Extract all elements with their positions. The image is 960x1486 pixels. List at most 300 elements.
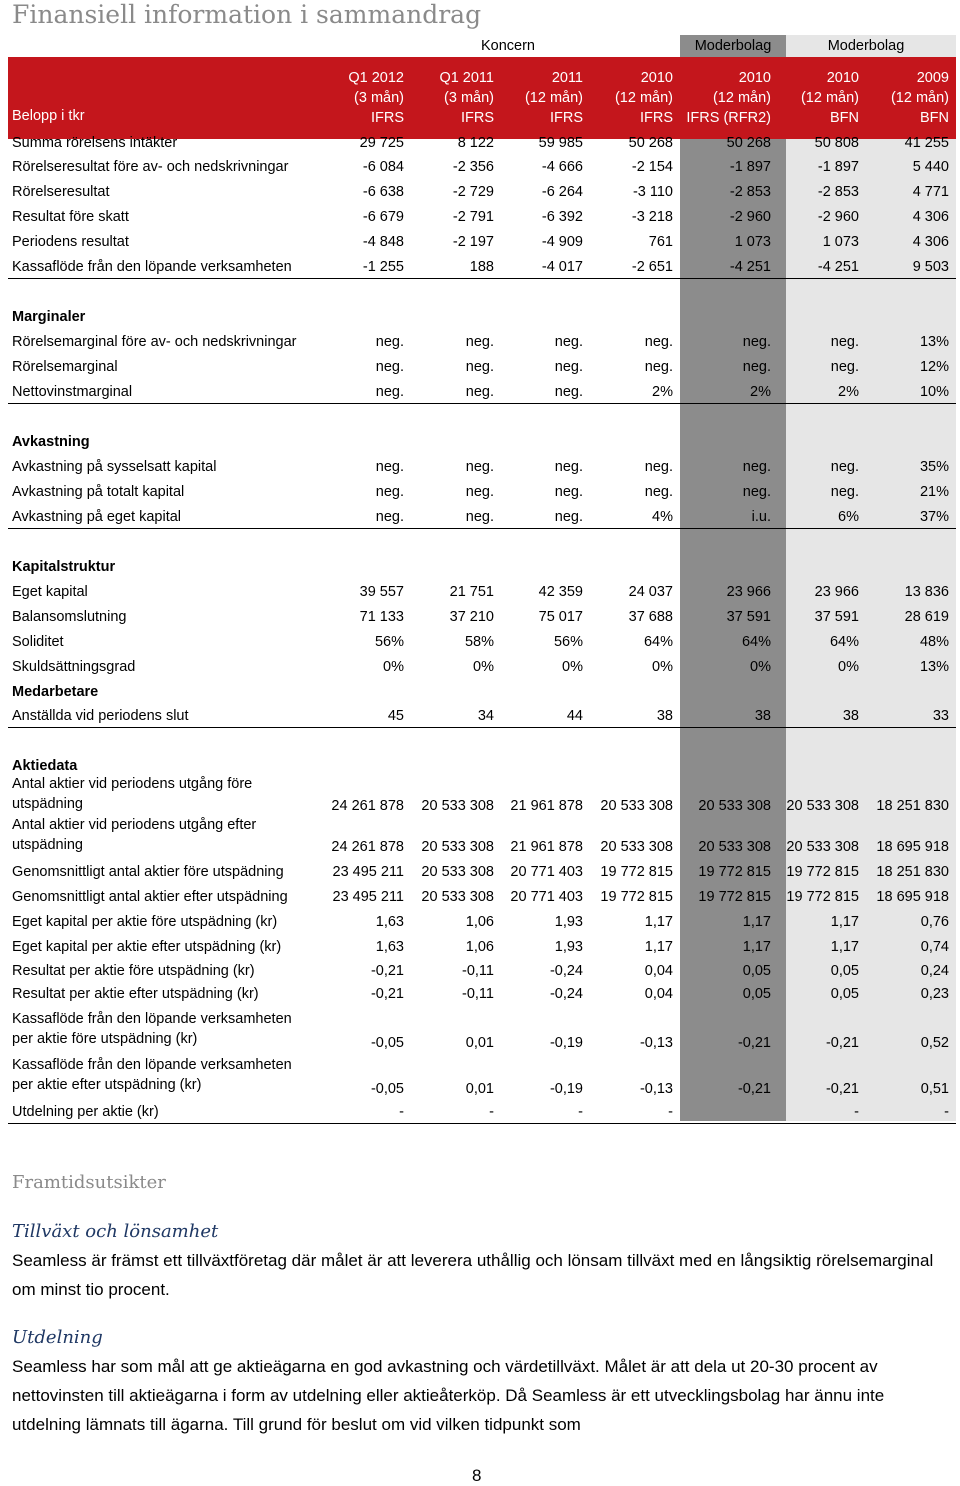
table-row xyxy=(8,155,956,179)
table-cell: -2 960 xyxy=(729,209,771,225)
table-cell: -2 197 xyxy=(452,234,494,250)
table-cell: 20 771 403 xyxy=(510,889,583,905)
table-cell: 2% xyxy=(838,384,859,400)
group-label-moderbolag: Moderbolag xyxy=(827,38,905,54)
table-cell: neg. xyxy=(465,334,494,350)
table-cell: neg. xyxy=(644,334,673,350)
table-cell: i.u. xyxy=(751,509,771,525)
row-label: Rörelsemarginal xyxy=(12,359,118,375)
column-header-line: IFRS xyxy=(549,110,583,126)
table-cell: neg. xyxy=(554,484,583,500)
table-cell: 0,23 xyxy=(920,986,949,1002)
table-cell: 6% xyxy=(838,509,859,525)
table-row xyxy=(8,815,956,859)
table-cell: 0,04 xyxy=(644,963,673,979)
table-cell: 45 xyxy=(387,708,404,724)
row-label: Eget kapital per aktie före utspädning (kr) xyxy=(12,914,278,930)
table-cell: 28 619 xyxy=(904,609,949,625)
table-cell: 13% xyxy=(919,334,949,350)
table-cell: 0,74 xyxy=(920,939,949,955)
table-row xyxy=(8,480,956,504)
row-label: Eget kapital xyxy=(12,584,88,600)
table-cell: -3 218 xyxy=(631,209,673,225)
column-header-line: (3 mån) xyxy=(354,90,404,106)
table-cell: -0,21 xyxy=(370,963,404,979)
table-cell: 0% xyxy=(562,659,583,675)
table-row xyxy=(8,330,956,354)
table-cell: 1 073 xyxy=(822,234,859,250)
table-cell: 188 xyxy=(469,259,494,275)
table-cell: 0% xyxy=(473,659,494,675)
row-label: Antal aktier vid periodens utgång före utspädning xyxy=(12,776,253,812)
table-cell: - xyxy=(668,1104,673,1120)
row-divider xyxy=(8,528,956,529)
table-cell: 4 771 xyxy=(912,184,949,200)
row-label: Genomsnittligt antal aktier före utspädning xyxy=(12,864,284,880)
table-cell: 1,06 xyxy=(465,914,494,930)
group-label-koncern: Koncern xyxy=(480,38,535,54)
table-row xyxy=(8,180,956,204)
row-label: Rörelseresultat xyxy=(12,184,110,200)
table-cell: -4 017 xyxy=(541,259,583,275)
section-label: Medarbetare xyxy=(12,684,99,700)
table-cell: -4 251 xyxy=(817,259,859,275)
table-cell: 5 440 xyxy=(912,159,949,175)
table-cell: 48% xyxy=(919,634,949,650)
table-cell: -3 110 xyxy=(632,184,673,200)
column-header-line: IFRS (RFR2) xyxy=(686,110,771,126)
table-cell: 20 533 308 xyxy=(786,839,859,855)
table-cell: neg. xyxy=(554,459,583,475)
table-cell: 20 533 308 xyxy=(421,798,494,814)
page-title: Finansiell information i sammandrag xyxy=(12,0,482,29)
table-cell: neg. xyxy=(830,459,859,475)
row-label: Avkastning på eget kapital xyxy=(12,509,182,525)
table-cell: 64% xyxy=(643,634,673,650)
table-cell: 35% xyxy=(919,459,949,475)
table-cell: 23 495 211 xyxy=(332,889,404,905)
page-number: 8 xyxy=(472,1466,482,1485)
table-cell: 23 966 xyxy=(726,584,771,600)
section-row xyxy=(8,680,956,704)
table-cell: -4 666 xyxy=(541,159,583,175)
table-cell: -0,11 xyxy=(462,963,494,979)
column-header-line: (3 mån) xyxy=(444,90,494,106)
table-cell: 75 017 xyxy=(538,609,583,625)
table-cell: - xyxy=(578,1104,583,1120)
column-header-line: BFN xyxy=(920,110,949,126)
table-cell: - xyxy=(489,1104,494,1120)
table-cell: 2% xyxy=(652,384,673,400)
table-cell: -0,13 xyxy=(639,1081,673,1097)
table-cell: 20 533 308 xyxy=(786,798,859,814)
column-header-line: 2011 xyxy=(551,70,583,86)
table-cell: 1,93 xyxy=(554,914,583,930)
table-cell: 1,17 xyxy=(742,914,771,930)
table-cell: 58% xyxy=(464,634,494,650)
table-cell: -1 897 xyxy=(729,159,771,175)
table-cell: 37% xyxy=(919,509,949,525)
table-cell: 39 557 xyxy=(359,584,404,600)
table-row xyxy=(8,704,956,728)
table-cell: -0,24 xyxy=(549,963,583,979)
table-cell: -0,13 xyxy=(639,1035,673,1051)
table-cell: -6 392 xyxy=(541,209,583,225)
table-cell: neg. xyxy=(465,484,494,500)
table-cell: -4 848 xyxy=(362,234,404,250)
table-cell: 38 xyxy=(656,708,673,724)
subheading-growth: Tillväxt och lönsamhet xyxy=(12,1221,219,1242)
table-cell: neg. xyxy=(830,359,859,375)
row-label: Nettovinstmarginal xyxy=(12,384,133,400)
table-cell: 19 772 815 xyxy=(698,864,771,880)
table-row xyxy=(8,1009,956,1055)
table-cell: 0% xyxy=(750,659,771,675)
table-cell: -6 679 xyxy=(362,209,404,225)
table-cell: 0,05 xyxy=(830,986,859,1002)
table-cell: -0,24 xyxy=(549,986,583,1002)
table-row xyxy=(8,380,956,404)
column-header-line: (12 mån) xyxy=(800,90,859,106)
section-row xyxy=(8,430,956,454)
column-header xyxy=(839,68,949,128)
column-header-line: IFRS xyxy=(370,110,404,126)
column-header-line: 2010 xyxy=(640,70,673,86)
table-cell: -6 638 xyxy=(362,184,404,200)
row-divider xyxy=(8,727,956,728)
column-header-line: Q1 2012 xyxy=(348,70,404,86)
table-cell: 10% xyxy=(919,384,949,400)
table-cell: 21 751 xyxy=(449,584,494,600)
table-cell: 18 695 918 xyxy=(876,839,949,855)
section-label: Kapitalstruktur xyxy=(12,559,116,575)
section-label: Avkastning xyxy=(12,434,90,450)
table-cell: 50 268 xyxy=(628,135,673,151)
table-cell: 1,63 xyxy=(375,939,404,955)
table-cell: 50 268 xyxy=(726,135,771,151)
table-cell: 12% xyxy=(919,359,949,375)
table-cell: -4 251 xyxy=(729,259,771,275)
table-cell: 64% xyxy=(741,634,771,650)
table-cell: -0,05 xyxy=(370,1035,404,1051)
table-cell: 23 966 xyxy=(814,584,859,600)
table-cell: neg. xyxy=(375,359,404,375)
table-cell: -1 897 xyxy=(817,159,859,175)
table-cell: 1,06 xyxy=(465,939,494,955)
table-row xyxy=(8,774,956,818)
table-cell: 1,17 xyxy=(830,939,859,955)
table-cell: 34 xyxy=(477,708,494,724)
group-label-moderbolag: Moderbolag xyxy=(694,38,772,54)
table-cell: -2 651 xyxy=(631,259,673,275)
table-cell: 4% xyxy=(652,509,673,525)
column-header-line: BFN xyxy=(830,110,859,126)
table-cell: 33 xyxy=(932,708,949,724)
table-row xyxy=(8,205,956,229)
table-row xyxy=(8,455,956,479)
table-row xyxy=(8,230,956,254)
table-cell: neg. xyxy=(554,334,583,350)
table-cell: 19 772 815 xyxy=(786,889,859,905)
section-row xyxy=(8,555,956,579)
table-cell: 21 961 878 xyxy=(510,798,583,814)
table-cell: 59 985 xyxy=(538,135,583,151)
table-cell: 18 695 918 xyxy=(876,889,949,905)
table-cell: neg. xyxy=(375,384,404,400)
table-cell: neg. xyxy=(830,334,859,350)
table-cell: 20 533 308 xyxy=(698,839,771,855)
table-cell: -0,21 xyxy=(737,1035,771,1051)
table-cell: 1,63 xyxy=(375,914,404,930)
table-cell: 21 961 878 xyxy=(510,839,583,855)
table-cell: - xyxy=(854,1104,859,1120)
column-header-line: IFRS xyxy=(639,110,673,126)
table-cell: 0,01 xyxy=(465,1035,494,1051)
table-row xyxy=(8,505,956,529)
table-cell: 37 688 xyxy=(628,609,673,625)
table-cell: 71 133 xyxy=(359,609,404,625)
table-row xyxy=(8,580,956,604)
table-cell: neg. xyxy=(375,509,404,525)
table-row xyxy=(8,935,956,959)
table-row xyxy=(8,630,956,654)
row-divider xyxy=(8,1123,956,1124)
table-cell: -2 729 xyxy=(452,184,494,200)
table-cell: -2 356 xyxy=(452,159,494,175)
table-row xyxy=(8,910,956,934)
table-cell: 0% xyxy=(652,659,673,675)
table-row xyxy=(8,255,956,279)
table-cell: neg. xyxy=(644,459,673,475)
row-label: Rörelseresultat före av- och nedskrivningar xyxy=(12,159,289,175)
paragraph-growth: Seamless är främst ett tillväxtföretag där målet är att leverera uthållig och lönsam tillväxt med en långsiktig rörelsemarginal om minst tio procent. xyxy=(12,1251,934,1299)
table-cell: 0,52 xyxy=(920,1035,949,1051)
table-cell: -6 264 xyxy=(541,184,583,200)
table-row xyxy=(8,655,956,679)
table-cell: 20 533 308 xyxy=(600,798,673,814)
table-cell: 0,24 xyxy=(920,963,949,979)
table-cell: -0,21 xyxy=(825,1035,859,1051)
table-cell: neg. xyxy=(830,484,859,500)
row-label: Rörelsemarginal före av- och nedskrivningar xyxy=(12,334,297,350)
table-cell: 20 533 308 xyxy=(421,889,494,905)
row-label: Genomsnittligt antal aktier efter utspädning xyxy=(12,889,288,905)
table-cell: 42 359 xyxy=(538,584,583,600)
table-cell: 2% xyxy=(750,384,771,400)
table-cell: 1,93 xyxy=(554,939,583,955)
table-cell: 19 772 815 xyxy=(786,864,859,880)
table-cell: 0,04 xyxy=(644,986,673,1002)
table-cell: -1 255 xyxy=(362,259,404,275)
row-label: Resultat per aktie före utspädning (kr) xyxy=(12,963,255,979)
row-label: Antal aktier vid periodens utgång efter utspädning xyxy=(12,817,257,853)
table-cell: 8 122 xyxy=(457,135,494,151)
row-label: Avkastning på sysselsatt kapital xyxy=(12,459,217,475)
table-cell: 38 xyxy=(842,708,859,724)
row-label: Anställda vid periodens slut xyxy=(12,708,189,724)
row-label: Utdelning per aktie (kr) xyxy=(12,1104,159,1120)
row-label: Eget kapital per aktie efter utspädning (kr) xyxy=(12,939,282,955)
table-cell: -0,11 xyxy=(462,986,494,1002)
table-cell: 13% xyxy=(919,659,949,675)
table-row xyxy=(8,1100,956,1124)
table-cell: 38 xyxy=(754,708,771,724)
unit-label: Belopp i tkr xyxy=(12,108,85,124)
row-label: Resultat före skatt xyxy=(12,209,129,225)
row-label: Kassaflöde från den löpande verksamheten xyxy=(12,259,292,275)
table-cell: 0,05 xyxy=(742,963,771,979)
table-cell: neg. xyxy=(554,384,583,400)
table-cell: neg. xyxy=(742,484,771,500)
row-label: Kassaflöde från den löpande verksamheten per aktie efter utspädning (kr) xyxy=(12,1057,292,1093)
table-cell: -0,21 xyxy=(370,986,404,1002)
table-cell: -0,05 xyxy=(370,1081,404,1097)
table-cell: -2 853 xyxy=(817,184,859,200)
row-label: Kassaflöde från den löpande verksamheten per aktie före utspädning (kr) xyxy=(12,1011,292,1047)
table-cell: 0,76 xyxy=(920,914,949,930)
table-cell: neg. xyxy=(375,459,404,475)
table-row xyxy=(8,860,956,884)
table-cell: 1 073 xyxy=(734,234,771,250)
column-header-line: 2010 xyxy=(738,70,771,86)
table-cell: neg. xyxy=(742,334,771,350)
table-cell: neg. xyxy=(644,484,673,500)
row-label: Avkastning på totalt kapital xyxy=(12,484,185,500)
column-header-line: (12 mån) xyxy=(614,90,673,106)
table-cell: 1,17 xyxy=(644,914,673,930)
table-cell: neg. xyxy=(465,459,494,475)
section-label: Aktiedata xyxy=(12,758,78,774)
table-cell: neg. xyxy=(644,359,673,375)
table-cell: neg. xyxy=(465,509,494,525)
table-cell: 64% xyxy=(829,634,859,650)
table-cell: 21% xyxy=(919,484,949,500)
section-row xyxy=(8,305,956,329)
paragraph-dividend: Seamless har som mål att ge aktieägarna en god avkastning och värdetillväxt. Målet är att dela ut 20-30 procent av nettovinsten till aktieägarna i form av utdelning eller aktieåterköp. Då Seamless är ett utvecklingsbolag har ännu inte utdelning lämnats till ägarna. Till grund för beslut om vid vilken tidpunkt som xyxy=(12,1357,885,1434)
table-cell: - xyxy=(399,1104,404,1120)
table-cell: neg. xyxy=(554,359,583,375)
table-cell: -0,21 xyxy=(825,1081,859,1097)
table-cell: -6 084 xyxy=(362,159,404,175)
row-label: Periodens resultat xyxy=(12,234,129,250)
row-label: Soliditet xyxy=(12,634,64,650)
table-cell: -4 909 xyxy=(541,234,583,250)
column-header-line: (12 mån) xyxy=(524,90,583,106)
table-row xyxy=(8,131,956,155)
table-cell: 1,17 xyxy=(742,939,771,955)
column-header-line: 2010 xyxy=(826,70,859,86)
table-cell: -0,19 xyxy=(549,1081,583,1097)
table-cell: 18 251 830 xyxy=(876,864,949,880)
table-cell: 0,51 xyxy=(920,1081,949,1097)
table-cell: 20 771 403 xyxy=(510,864,583,880)
row-divider xyxy=(8,278,956,279)
table-cell: 4 306 xyxy=(912,234,949,250)
table-cell: neg. xyxy=(375,334,404,350)
table-cell: 4 306 xyxy=(912,209,949,225)
column-header-line: IFRS xyxy=(460,110,494,126)
table-cell: 37 591 xyxy=(726,609,771,625)
table-cell: 56% xyxy=(374,634,404,650)
column-header-line: Q1 2011 xyxy=(439,70,494,86)
table-cell: 0% xyxy=(383,659,404,675)
table-cell: 24 037 xyxy=(628,584,673,600)
table-cell: 20 533 308 xyxy=(600,839,673,855)
table-cell: 20 533 308 xyxy=(698,798,771,814)
row-label: Balansomslutning xyxy=(12,609,127,625)
table-cell: neg. xyxy=(742,459,771,475)
row-label: Skuldsättningsgrad xyxy=(12,659,136,675)
table-cell: neg. xyxy=(375,484,404,500)
table-cell: 0,05 xyxy=(830,963,859,979)
table-cell: 9 503 xyxy=(912,259,949,275)
table-cell: 20 533 308 xyxy=(421,864,494,880)
table-cell: 29 725 xyxy=(359,135,404,151)
column-header-line: 2009 xyxy=(916,70,949,86)
table-cell: 24 261 878 xyxy=(331,798,404,814)
table-cell: 19 772 815 xyxy=(600,889,673,905)
table-cell: -0,19 xyxy=(549,1035,583,1051)
table-cell: -2 960 xyxy=(817,209,859,225)
table-cell: 18 251 830 xyxy=(876,798,949,814)
table-cell: 24 261 878 xyxy=(331,839,404,855)
table-row xyxy=(8,605,956,629)
table-cell: 56% xyxy=(553,634,583,650)
section-label: Marginaler xyxy=(12,309,86,325)
column-header-line: (12 mån) xyxy=(890,90,949,106)
table-cell: -2 791 xyxy=(452,209,494,225)
table-cell: neg. xyxy=(465,359,494,375)
table-row xyxy=(8,959,956,983)
table-cell: 44 xyxy=(566,708,583,724)
table-cell: 41 255 xyxy=(904,135,949,151)
table-cell: 0,01 xyxy=(465,1081,494,1097)
table-row xyxy=(8,885,956,909)
row-label: Resultat per aktie efter utspädning (kr) xyxy=(12,986,259,1002)
column-header-line: (12 mån) xyxy=(712,90,771,106)
table-cell: 19 772 815 xyxy=(698,889,771,905)
table-cell: 50 808 xyxy=(814,135,859,151)
column-header xyxy=(563,68,673,128)
table-cell: 0% xyxy=(838,659,859,675)
table-cell: 13 836 xyxy=(904,584,949,600)
table-cell: 37 210 xyxy=(449,609,494,625)
table-cell: neg. xyxy=(742,359,771,375)
table-cell: neg. xyxy=(554,509,583,525)
financial-summary-table xyxy=(8,35,956,1123)
table-cell: 761 xyxy=(648,234,673,250)
row-label: Summa rörelsens intäkter xyxy=(12,135,178,151)
table-cell: -0,21 xyxy=(737,1081,771,1097)
section-heading-outlook: Framtidsutsikter xyxy=(12,1172,166,1193)
subheading-dividend: Utdelning xyxy=(12,1327,103,1348)
table-cell: -2 853 xyxy=(729,184,771,200)
table-cell: - xyxy=(944,1104,949,1120)
table-row xyxy=(8,982,956,1006)
table-row xyxy=(8,1055,956,1101)
table-row xyxy=(8,355,956,379)
table-cell: 23 495 211 xyxy=(332,864,404,880)
table-cell: 20 533 308 xyxy=(421,839,494,855)
table-cell: -2 154 xyxy=(631,159,673,175)
table-cell: 0,05 xyxy=(742,986,771,1002)
table-cell: 1,17 xyxy=(830,914,859,930)
table-cell: neg. xyxy=(465,384,494,400)
table-cell: 19 772 815 xyxy=(600,864,673,880)
table-cell: 1,17 xyxy=(644,939,673,955)
row-divider xyxy=(8,403,956,404)
table-cell: 37 591 xyxy=(814,609,859,625)
